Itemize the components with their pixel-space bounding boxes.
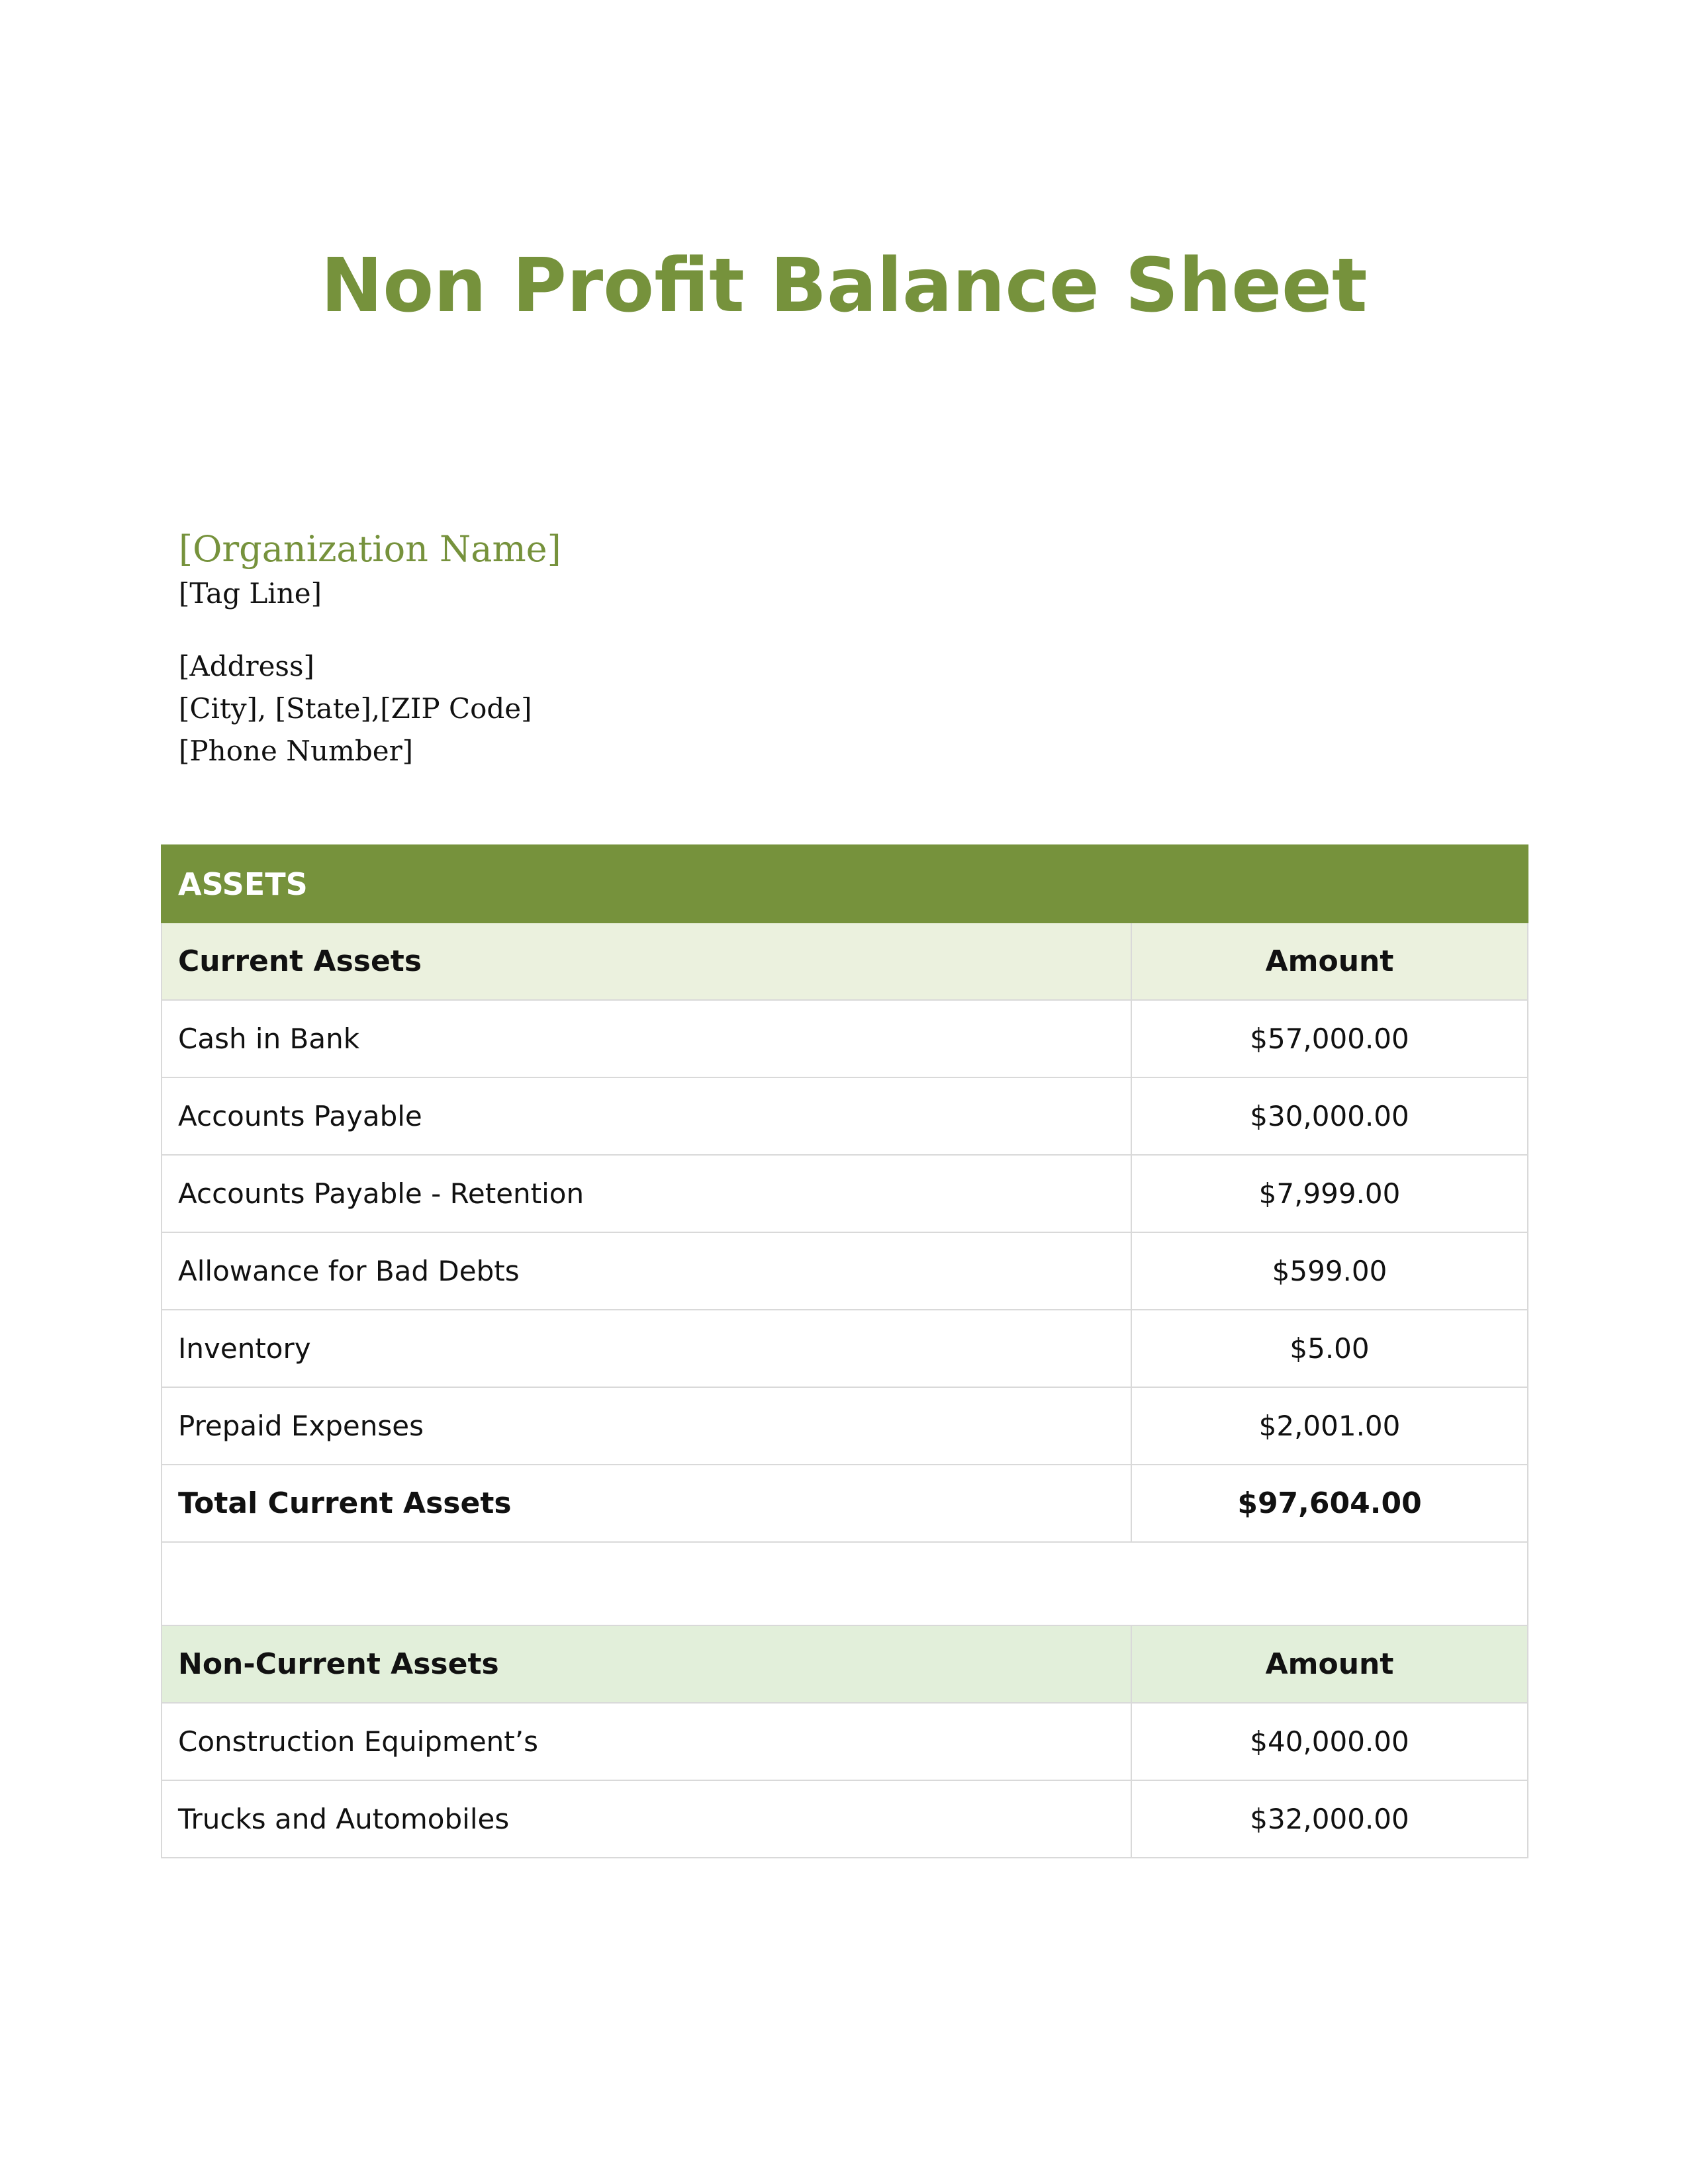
total-current-assets-row xyxy=(162,1465,1528,1542)
row-amount: $2,001.00 xyxy=(1131,1387,1528,1465)
row-amount: $40,000.00 xyxy=(1131,1703,1528,1780)
row-label: Construction Equipment’s xyxy=(162,1703,1131,1780)
total-current-assets-label: Total Current Assets xyxy=(162,1465,1131,1542)
page-title: Non Profit Balance Sheet xyxy=(320,243,1368,329)
table-row xyxy=(162,1155,1528,1232)
table-row xyxy=(162,1232,1528,1310)
organization-tagline: [Tag Line] xyxy=(179,577,322,610)
current-assets-header xyxy=(162,923,1528,1000)
row-amount: $32,000.00 xyxy=(1131,1780,1528,1858)
organization-city-state-zip: [City], [State],[ZIP Code] xyxy=(179,692,532,725)
row-amount: $57,000.00 xyxy=(1131,1000,1528,1077)
row-label: Accounts Payable xyxy=(162,1077,1131,1155)
current-assets-header-amount: Amount xyxy=(1131,923,1528,1000)
organization-name: [Organization Name] xyxy=(179,528,561,570)
row-amount: $5.00 xyxy=(1131,1310,1528,1387)
non-current-assets-header-label: Non-Current Assets xyxy=(162,1625,1131,1703)
assets-section-header xyxy=(162,845,1528,923)
table-row xyxy=(162,1000,1528,1077)
table-row xyxy=(162,1387,1528,1465)
non-current-assets-header-amount: Amount xyxy=(1131,1625,1528,1703)
row-amount: $599.00 xyxy=(1131,1232,1528,1310)
organization-address: [Address] xyxy=(179,650,314,682)
row-amount: $7,999.00 xyxy=(1131,1155,1528,1232)
non-current-assets-header xyxy=(162,1625,1528,1703)
row-label: Trucks and Automobiles xyxy=(162,1780,1131,1858)
table-row xyxy=(162,1310,1528,1387)
row-label: Allowance for Bad Debts xyxy=(162,1232,1131,1310)
row-label: Prepaid Expenses xyxy=(162,1387,1131,1465)
organization-info xyxy=(179,526,1105,772)
table-row xyxy=(162,1077,1528,1155)
total-current-assets-amount: $97,604.00 xyxy=(1131,1465,1528,1542)
row-label: Inventory xyxy=(162,1310,1131,1387)
assets-table xyxy=(161,844,1528,1858)
assets-section-label: ASSETS xyxy=(162,845,1528,923)
row-label: Cash in Bank xyxy=(162,1000,1131,1077)
spacer-row xyxy=(162,1542,1528,1625)
current-assets-header-label: Current Assets xyxy=(162,923,1131,1000)
organization-phone: [Phone Number] xyxy=(179,735,414,767)
row-amount: $30,000.00 xyxy=(1131,1077,1528,1155)
row-label: Accounts Payable - Retention xyxy=(162,1155,1131,1232)
table-row xyxy=(162,1703,1528,1780)
table-row xyxy=(162,1780,1528,1858)
spacer-cell xyxy=(162,1542,1528,1625)
